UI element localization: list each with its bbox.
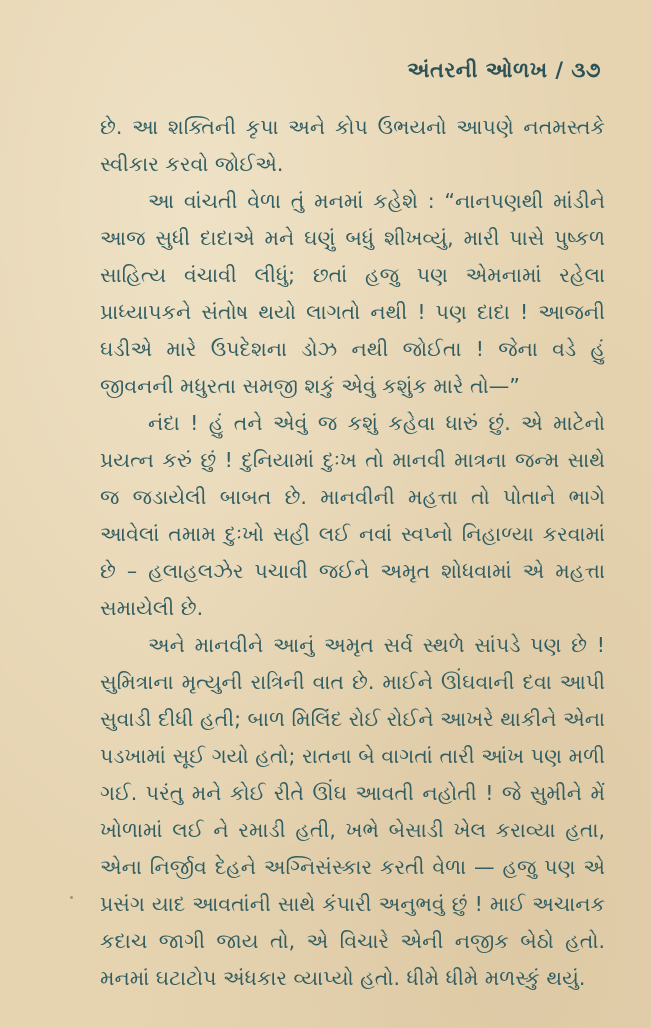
paragraph-4: અને માનવીને આનું અમૃત સર્વ સ્થળે સાંપડે પણ છે ! સુમિત્રાના મૃત્યુની રાત્રિની વાત છે. માઈને ઊંઘવાની દવા આપી સુવાડી દીધી હતી; બાળ મિલિંદ રોઈ રોઈને આખરે થાકીને એના પડખામાં સૂઈ ગયો હતો; રાતના બે વાગતાં તારી આંખ પણ મળી ગઈ. પરંતુ મને કોઈ રીતે ઊંઘ આવતી નહોતી ! જે સુમીને મેં ખોળામાં લઈ ને રમાડી હતી, ખભે બેસાડી ખેલ કરાવ્યા હતા, એના નિર્જીવ દેહને અગ્નિસંસ્કાર કરતી વેળા — હજુ પણ એ પ્રસંગ યાદ આવતાંની સાથે કંપારી અનુભવું છું ! માઈ અચાનક કદાચ જાગી જાય તો, એ વિચારે એની નજીક બેઠો હતો. મનમાં ઘટાટોપ અંધકાર વ્યાપ્યો હતો. ધીમે ધીમે મળસ્કું થયું. bbox=[100, 633, 605, 990]
paragraph-1: છે. આ શક્તિની કૃપા અને કોપ ઉભયનો આપણે નતમસ્તકે સ્વીકાર કરવો જોઈએ. bbox=[100, 115, 605, 176]
paragraph-3: નંદા ! હું તને એવું જ કશું કહેવા ધારું છું. એ માટેનો પ્રયત્ન કરું છું ! દુનિયામાં દુઃખ તો માનવી માત્રના જન્મ સાથે જ જડાયેલી બાબત છે. માનવીની મહત્તા તો પોતાને ભાગે આવેલાં તમામ દુઃખો સહી લઈ નવાં સ્વપ્નો નિહાળ્યા કરવામાં છે – હલાહલઝેર પચાવી જઈને અમૃત શોધવામાં એ મહત્તા સમાયેલી છે. bbox=[100, 411, 605, 620]
running-head: અંતરની ઓળખ / ૩૭ bbox=[407, 58, 601, 82]
paper-speck bbox=[70, 896, 73, 899]
paragraph-2: આ વાંચતી વેળા તું મનમાં કહેશે : “નાનપણથી માંડીને આજ સુધી દાદાએ મને ઘણું બધું શીખવ્યું, મારી પાસે પુષ્કળ સાહિત્ય વંચાવી લીધું; છતાં હજુ પણ એમનામાં રહેલા પ્રાધ્યાપકને સંતોષ થયો લાગતો નથી ! પણ દાદા ! આજની ઘડીએ મારે ઉપદેશના ડોઝ નથી જોઈતા ! જેના વડે હું જીવનની મધુરતા સમજી શકું એવું કશુંક મારે તો—” bbox=[100, 189, 605, 398]
body-text bbox=[100, 109, 605, 997]
